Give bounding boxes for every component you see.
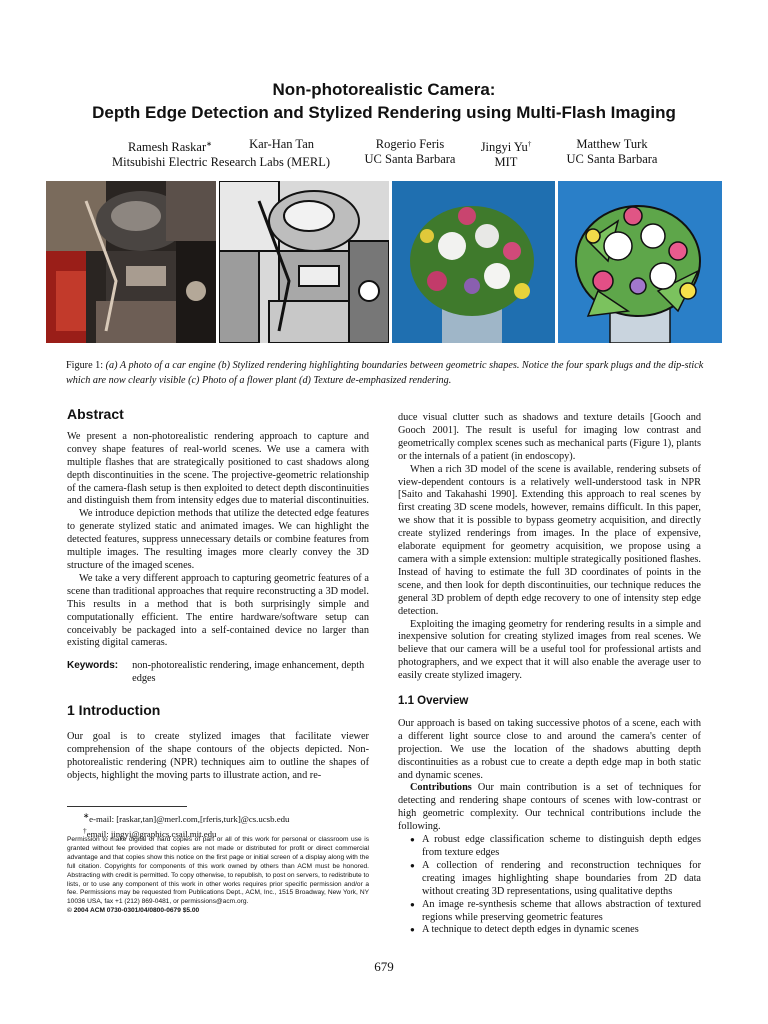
left-column [67,408,369,783]
permission-text: Permission to make digital or hard copies of part or all of this work for personal or classroom use is granted without fee provided that copies are not made or distributed for profit or direct commercial advantage and that copies show this notice on the first page or initial screen of a display along with the full citation. Copyrights for components of this work owned by others than ACM must be honored. Abstracting with credit is permitted. To copy otherwise, to republish, to post on servers, to redistribute to lists, or to use any component of this work in other works requires prior specific permission and/or a fee. Permissions may be requested from Publications Dept., ACM, Inc., 1515 Broadway, New York, NY 10036 USA, fax +1 (212) 869-0481, or permissions@acm.org. [67,836,369,906]
footnote-rule [67,806,187,807]
keywords-text: non-photorealistic rendering, image enhancement, depth edges [132,660,365,685]
figure-label: Figure 1: [66,360,104,371]
list-item: ● An image re-synthesis scheme that allows abstraction of textured regions while preserving geometric features [410,899,701,925]
abstract-paragraph: We introduce depiction methods that utilize the detected edge features to generate stylized static and animated images. We can highlight the detected features, suppress unnecessary details or combine features from multiple images. The resulting images more clearly convey the 3D structure of the imaged scenes. [67,508,369,571]
figure-caption-text: (a) A photo of a car engine (b) Stylized rendering highlighting boundaries between geometric shapes. Notice the four spark plugs and the dip-stick which are now clearly visible (c) Photo of a flower plant (d) Texture de-emphasized rendering. [66,360,704,386]
figure-caption [66,358,706,388]
abstract-heading: Abstract [67,406,124,422]
overview-heading: 1.1 Overview [398,695,469,708]
page-number: 679 [374,959,394,974]
author-affiliation: UC Santa Barbara [364,152,456,166]
author-block-ucsb-1 [356,137,464,167]
footnote-email-1: ∗e-mail: [raskar,tan]@merl.com,[rferis,turk]@cs.ucsb.edu [83,811,290,824]
footnote-email-2: †email: jingyi@graphics.csail.mit.edu [83,825,217,839]
figure-engine-photo [46,181,216,343]
author-affiliation: MIT [494,155,518,170]
contributions-label: Contributions [410,782,472,794]
title-line-1: Non-photorealistic Camera: [272,80,496,99]
permission-notice [67,836,369,916]
author-affiliation: UC Santa Barbara [566,152,658,166]
introduction-paragraph: Our goal is to create stylized images that facilitate viewer comprehension of the shape contours of the objects depicted. Non-photorealistic rendering (NPR) techniques aim to outline the shapes of objects, highlight the moving parts to illustrate action, and re- [67,731,369,781]
abstract-paragraph: We take a very different approach to capturing geometric features of a scene than traditional approaches that require reconstructing a 3D model. This results in a method that is both surprisingly simple and computationally efficient. The entire hardware/software setup can conceivably be packaged into a self-contained device no larger than existing digital cameras. [67,572,369,649]
figure-flower-photo [392,181,555,343]
author-block-ucsb-2 [558,137,666,167]
title-line-2: Depth Edge Detection and Stylized Rendering using Multi-Flash Imaging [92,103,676,122]
author-name: Jingyi Yu† [480,140,532,155]
intro-continued-paragraph: Exploiting the imaging geometry for rendering results in a simple and inexpensive solution for creating stylized images from real scenes. We believe that our camera will be a useful tool for professional artists and photographers, and we expect that it will also enable the average user to easily create stylized imagery. [398,618,701,682]
figure-engine-stylized [219,181,389,343]
list-item: ● A technique to detect depth edges in dynamic scenes [410,924,701,937]
abstract-paragraph: We present a non-photorealistic rendering approach to capture and convey shape features of real-world scenes. We use a camera with multiple flashes that are strategically positioned to cast shadows along depth discontinuities in the scene. The projective-geometric relationship of the camera-flash setup is then exploited to detect depth discontinuities and distinguish them from intensity edges due to material discontinuities. [67,430,369,507]
keywords-label: Keywords: [67,660,119,672]
author-name: Rogerio Feris [375,137,445,151]
list-item: ● A collection of rendering and reconstruction techniques for creating images highlighting shape boundaries from 2D data without creating 3D representations, using qualitative depths [410,860,701,899]
overview-paragraph: Our approach is based on taking successive photos of a scene, each with a different light source close to and around the camera's center of projection. We use the location of the shadows abutting depth discontinuities as a robust cue to create a depth edge map in both static and dynamic scenes. [398,717,701,781]
author-block-mit [474,137,538,170]
contributions-list [398,834,701,937]
paper-title [0,78,768,124]
figure-1 [46,181,722,343]
keywords [67,660,369,686]
author-affiliation: Mitsubishi Electric Research Labs (MERL) [112,155,330,170]
author-name: Ramesh Raskar∗ [128,140,212,155]
author-block-merl [108,137,334,170]
intro-continued-paragraph: When a rich 3D model of the scene is available, rendering subsets of view-dependent contours is a relatively well-understood task in NPR [Saito and Takahashi 1990]. Extending this approach to real scenes by first creating 3D scene models, however, remains difficult. In this paper, we show that it is possible to bypass geometry acquisition, and directly create stylized renderings from images. In the place of expensive, elaborate equipment for geometry acquisition, we propose using a camera with a simple extension: multiple strategically positioned flashes. Instead of having to estimate the full 3D coordinates of points in the scene, and then look for depth discontinuities, our technique reduces the general 3D problem of depth edge recovery to one of intensity step edge detection. [398,463,701,617]
right-column [398,412,701,937]
figure-flower-stylized [558,181,722,343]
author-name: Matthew Turk [576,137,648,151]
list-item: ● A robust edge classification scheme to distinguish depth edges from texture edges [410,834,701,860]
intro-continued-paragraph: duce visual clutter such as shadows and texture details [Gooch and Gooch 2001]. The result is useful for imaging low contrast and geometrically complex scenes such as mechanical parts (Figure 1), plants or the internals of a patient (in endoscopy). [398,412,701,462]
contributions-paragraph: Contributions Our main contribution is a set of techniques for detecting and rendering shape contours of scenes with low-contrast or high geometric complexity. Our technical contributions include the following. [398,782,701,833]
introduction-heading: 1 Introduction [67,702,161,719]
author-name: Kar-Han Tan [249,137,314,151]
copyright-line: © 2004 ACM 0730-0301/04/0800-0679 $5.00 [67,907,200,915]
